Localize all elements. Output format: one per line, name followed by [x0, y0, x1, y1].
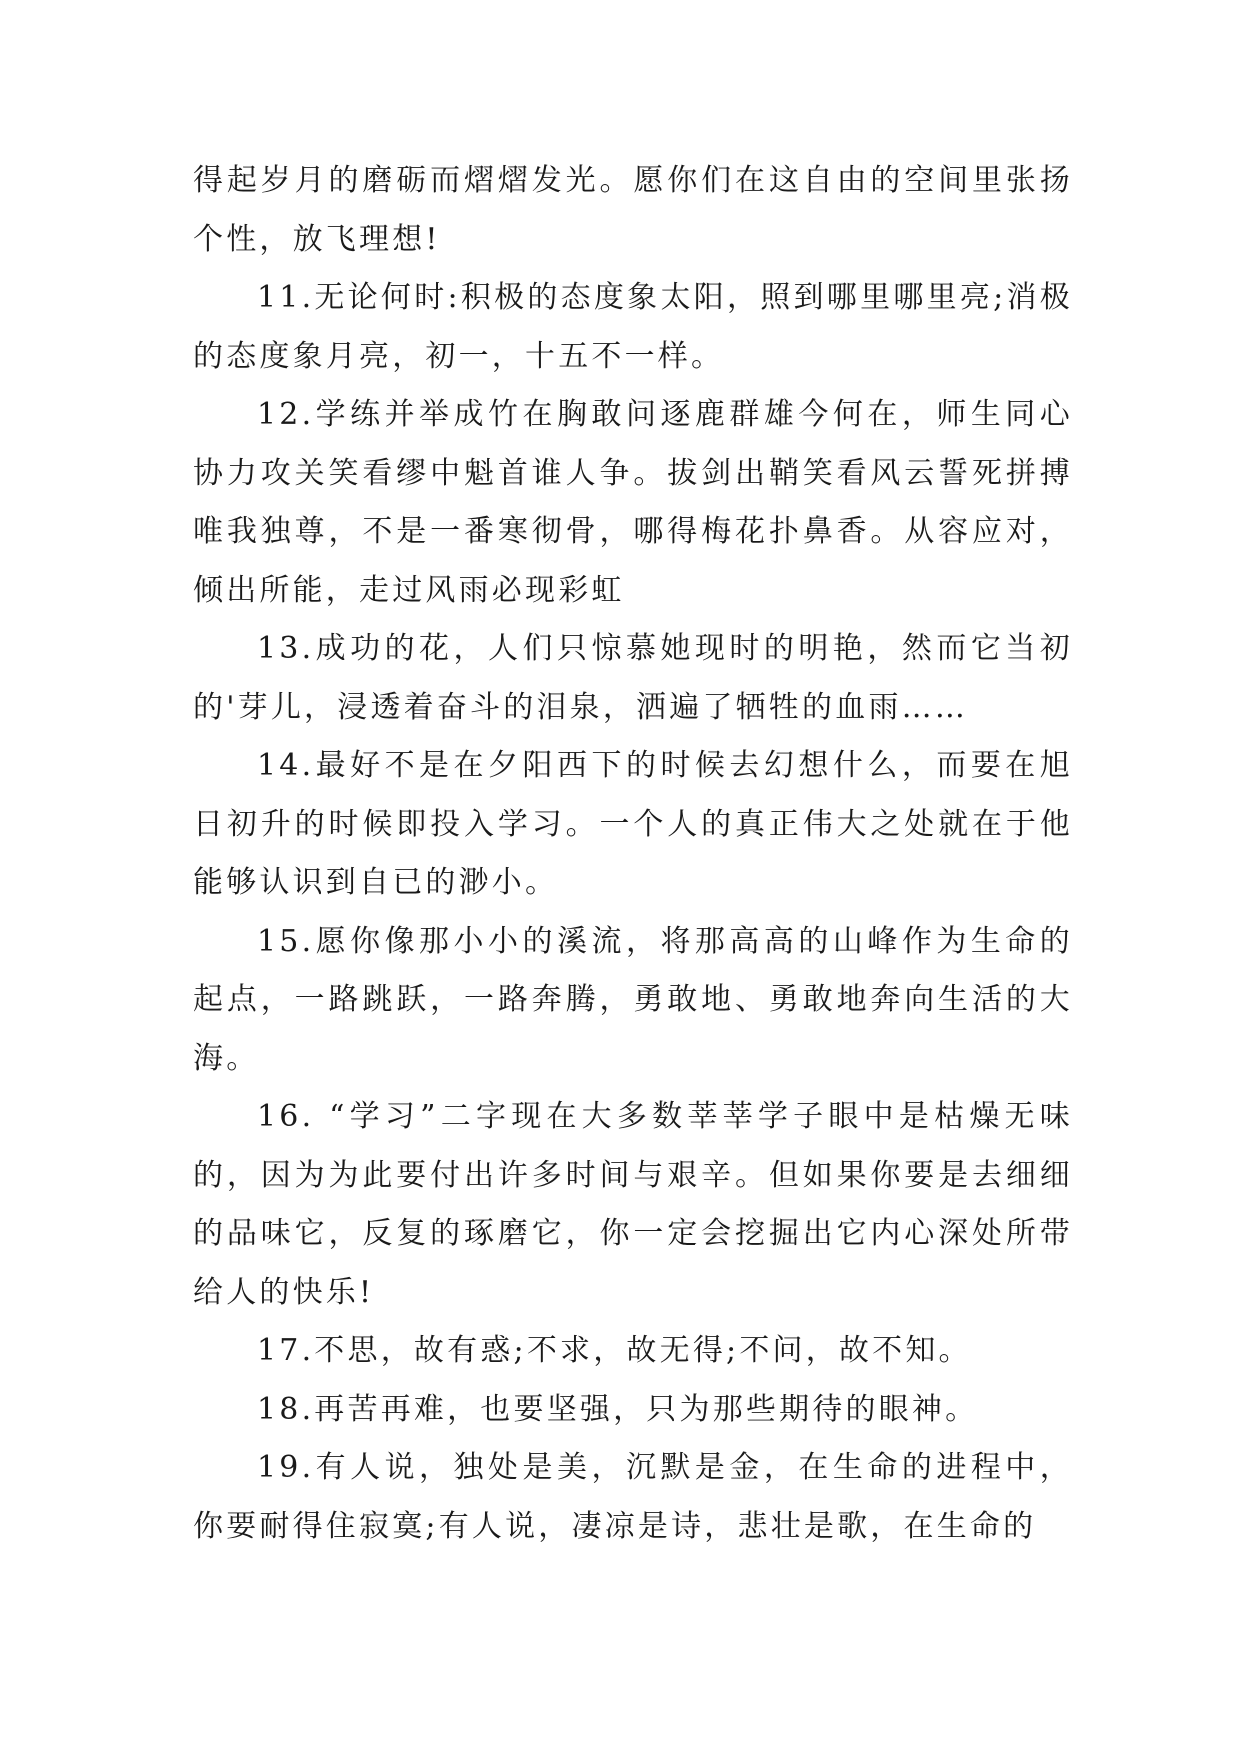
paragraph-17: 17.不思，故有惑;不求，故无得;不问，故不知。 — [257, 1333, 972, 1368]
document-body — [193, 152, 1073, 1556]
paragraph-14: 14.最好不是在夕阳西下的时候去幻想什么，而要在旭日初升的时候即投入学习。一个人的真正伟大之处就在于他能够认识到自已的渺小。 — [193, 748, 1073, 900]
paragraph-16: 16. “学习”二字现在大多数莘莘学子眼中是枯燥无味的，因为为此要付出许多时间与艰辛。但如果你要是去细细的品味它，反复的琢磨它，你一定会挖掘出它内心深处所带给人的快乐! — [193, 1099, 1073, 1310]
paragraph-11: 11.无论何时:积极的态度象太阳，照到哪里哪里亮;消极的态度象月亮，初一，十五不一样。 — [193, 280, 1073, 374]
paragraph-continued: 得起岁月的磨砺而熠熠发光。愿你们在这自由的空间里张扬个性，放飞理想! — [193, 163, 1073, 257]
paragraph-12: 12.学练并举成竹在胸敢问逐鹿群雄今何在，师生同心协力攻关笑看缪中魁首谁人争。拔剑出鞘笑看风云誓死拼搏唯我独尊，不是一番寒彻骨，哪得梅花扑鼻香。从容应对，倾出所能，走过风雨必现彩虹 — [193, 397, 1073, 608]
paragraph-15: 15.愿你像那小小的溪流，将那高高的山峰作为生命的起点，一路跳跃，一路奔腾，勇敢地、勇敢地奔向生活的大海。 — [193, 923, 1073, 1076]
paragraph-13: 13.成功的花，人们只惊慕她现时的明艳，然而它当初的'芽儿，浸透着奋斗的泪泉，洒遍了牺牲的血雨…… — [193, 631, 1073, 725]
paragraph-18: 18.再苦再难，也要坚强，只为那些期待的眼神。 — [257, 1391, 979, 1427]
paragraph-19: 19.有人说，独处是美，沉默是金，在生命的进程中，你要耐得住寂寞;有人说，凄凉是诗，悲壮是歌，在生命的 — [193, 1450, 1073, 1544]
